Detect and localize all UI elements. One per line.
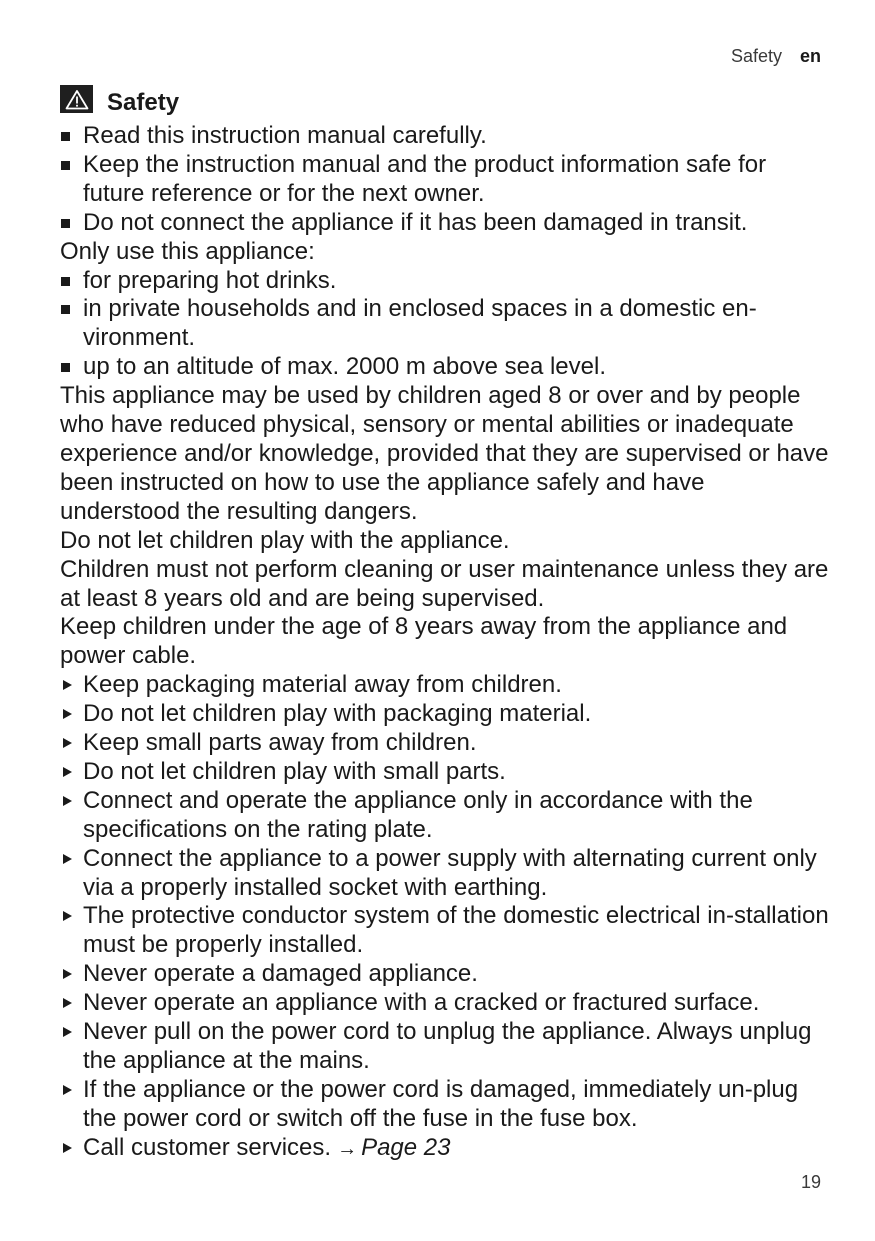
- warning-triangle-icon: [60, 85, 93, 113]
- list-item: for preparing hot drinks.: [83, 266, 337, 294]
- list-item: Do not connect the appliance if it has been damaged in transit.: [83, 208, 748, 236]
- paragraph: This appliance may be used by children aged 8 or over and by people who have reduced physical, sensory or mental abilities or inadequate experience and/or knowledge, provided that they are supervised or have been instructed on how to use the appliance safely and have understood the resulting dangers.: [60, 382, 829, 525]
- cross-reference-arrow-icon: →: [337, 1137, 358, 1160]
- page-reference-link[interactable]: Page 23: [361, 1133, 451, 1161]
- action-item: Keep small parts away from children.: [83, 729, 477, 757]
- action-item: If the appliance or the power cord is damaged, immediately un-plug the power cord or switch off the fuse in the fuse box.: [83, 1075, 799, 1132]
- action-item: Never operate a damaged appliance.: [83, 960, 478, 988]
- list-item: Keep the instruction manual and the product information safe for future reference or for the next owner.: [83, 150, 767, 207]
- action-item: Do not let children play with packaging material.: [83, 700, 592, 728]
- section-title-text: Safety: [107, 88, 180, 116]
- page-content: [60, 86, 830, 1164]
- action-item: Never operate an appliance with a cracked or fractured surface.: [83, 989, 760, 1017]
- action-item: The protective conductor system of the domestic electrical in-stallation must be properly installed.: [83, 902, 829, 959]
- header-language: en: [799, 46, 821, 66]
- paragraph: Children must not perform cleaning or user maintenance unless they are at least 8 years old and are being supervised.: [60, 555, 829, 612]
- action-item: Do not let children play with small parts.: [83, 757, 506, 785]
- list-item: Read this instruction manual carefully.: [83, 122, 487, 149]
- action-item: Never pull on the power cord to unplug the appliance. Always unplug the appliance at the mains.: [83, 1018, 812, 1074]
- list-item: up to an altitude of max. 2000 m above sea level.: [83, 353, 606, 381]
- action-item: Keep packaging material away from children.: [83, 671, 562, 699]
- paragraph: Only use this appliance:: [60, 237, 315, 265]
- header-section: Safety: [730, 46, 782, 66]
- action-text: Call customer services.: [83, 1133, 332, 1161]
- paragraph: Keep children under the age of 8 years away from the appliance and power cable.: [60, 613, 788, 670]
- paragraph: Do not let children play with the appliance.: [60, 526, 510, 554]
- running-header: [731, 46, 821, 67]
- action-item: Connect the appliance to a power supply with alternating current only via a properly installed socket with earthing.: [83, 844, 817, 901]
- action-item: Connect and operate the appliance only in accordance with the specifications on the rating plate.: [83, 786, 753, 843]
- section-title: [60, 86, 830, 120]
- page-number: 19: [800, 1172, 821, 1192]
- list-item: in private households and in enclosed spaces in a domestic en-vironment.: [83, 295, 757, 352]
- action-item: [60, 1134, 830, 1164]
